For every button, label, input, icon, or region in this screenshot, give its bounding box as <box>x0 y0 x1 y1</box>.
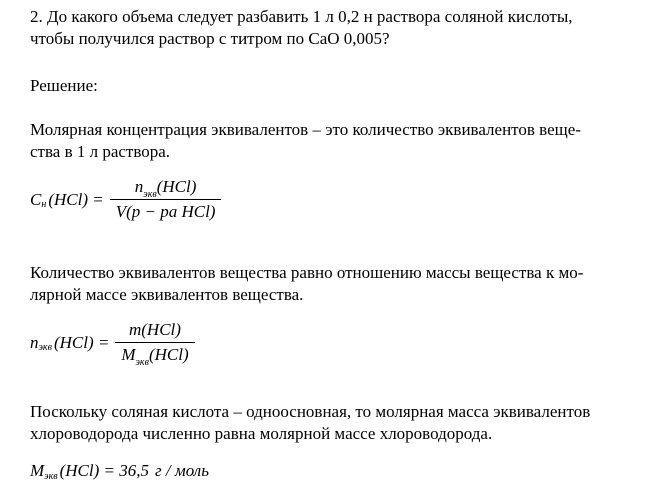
paragraph-2-line-1: Количество эквивалентов вещества равно отношению массы вещества к мо- <box>30 263 584 282</box>
problem-line-2: чтобы получился раствор с титром по СаО 0,005? <box>30 29 390 48</box>
formula-2-numerator: m(HCl) <box>128 320 181 339</box>
formula-1-lhs-argument: (HCl) = <box>48 189 104 209</box>
formula-3-symbol: M <box>30 461 45 480</box>
formula-1-numerator-argument: (HCl) <box>156 177 197 196</box>
formula-molar-concentration <box>30 177 221 222</box>
formula-2-denominator-subscript: экв <box>135 357 149 368</box>
formula-1-lhs-subscript: н <box>41 199 47 210</box>
paragraph-1-line-1: Молярная концентрация эквивалентов – это количество эквивалентов веще- <box>30 120 581 139</box>
paragraph-molar-concentration <box>30 119 656 163</box>
formula-2-denominator-argument: (HCl) <box>148 345 189 364</box>
formula-1-numerator-subscript: экв <box>143 189 157 200</box>
formula-molar-mass <box>30 461 209 481</box>
paragraph-3-line-1: Поскольку соляная кислота – одноосновная, то молярная масса эквивалентов <box>30 402 591 421</box>
formula-1-numerator-symbol: n <box>134 177 144 196</box>
formula-3-unit: г / моль <box>155 461 209 480</box>
problem-statement <box>30 6 656 50</box>
formula-2-lhs-argument: (HCl) = <box>53 332 110 352</box>
formula-1-lhs-symbol: C <box>30 189 42 209</box>
formula-1-numerator <box>110 177 222 199</box>
paragraph-1-line-2: ства в 1 л раствора. <box>30 142 171 161</box>
paragraph-monobasic-acid <box>30 401 656 445</box>
solution-heading: Решение: <box>30 76 98 95</box>
formula-1-fraction <box>110 177 222 222</box>
formula-2-lhs-subscript: экв <box>38 342 52 353</box>
formula-1-denominator: V(p − pa HCl) <box>115 202 216 221</box>
paragraph-3-line-2: хлороводорода численно равна молярной массе хлороводорода. <box>30 424 493 443</box>
formula-amount-of-equivalents <box>30 320 195 368</box>
formula-2-lhs-symbol: n <box>30 332 39 352</box>
formula-2-fraction <box>115 320 194 368</box>
formula-2-denominator <box>115 343 194 368</box>
paragraph-amount-of-equivalents <box>30 262 656 306</box>
problem-line-1: 2. До какого объема следует разбавить 1 л 0,2 н раствора соляной кислоты, <box>30 7 573 26</box>
paragraph-2-line-2: лярной массе эквивалентов вещества. <box>30 285 304 304</box>
formula-2-denominator-symbol: M <box>121 345 136 364</box>
formula-3-argument: (HCl) = 36,5 <box>59 461 149 480</box>
formula-3-subscript: экв <box>44 470 58 482</box>
